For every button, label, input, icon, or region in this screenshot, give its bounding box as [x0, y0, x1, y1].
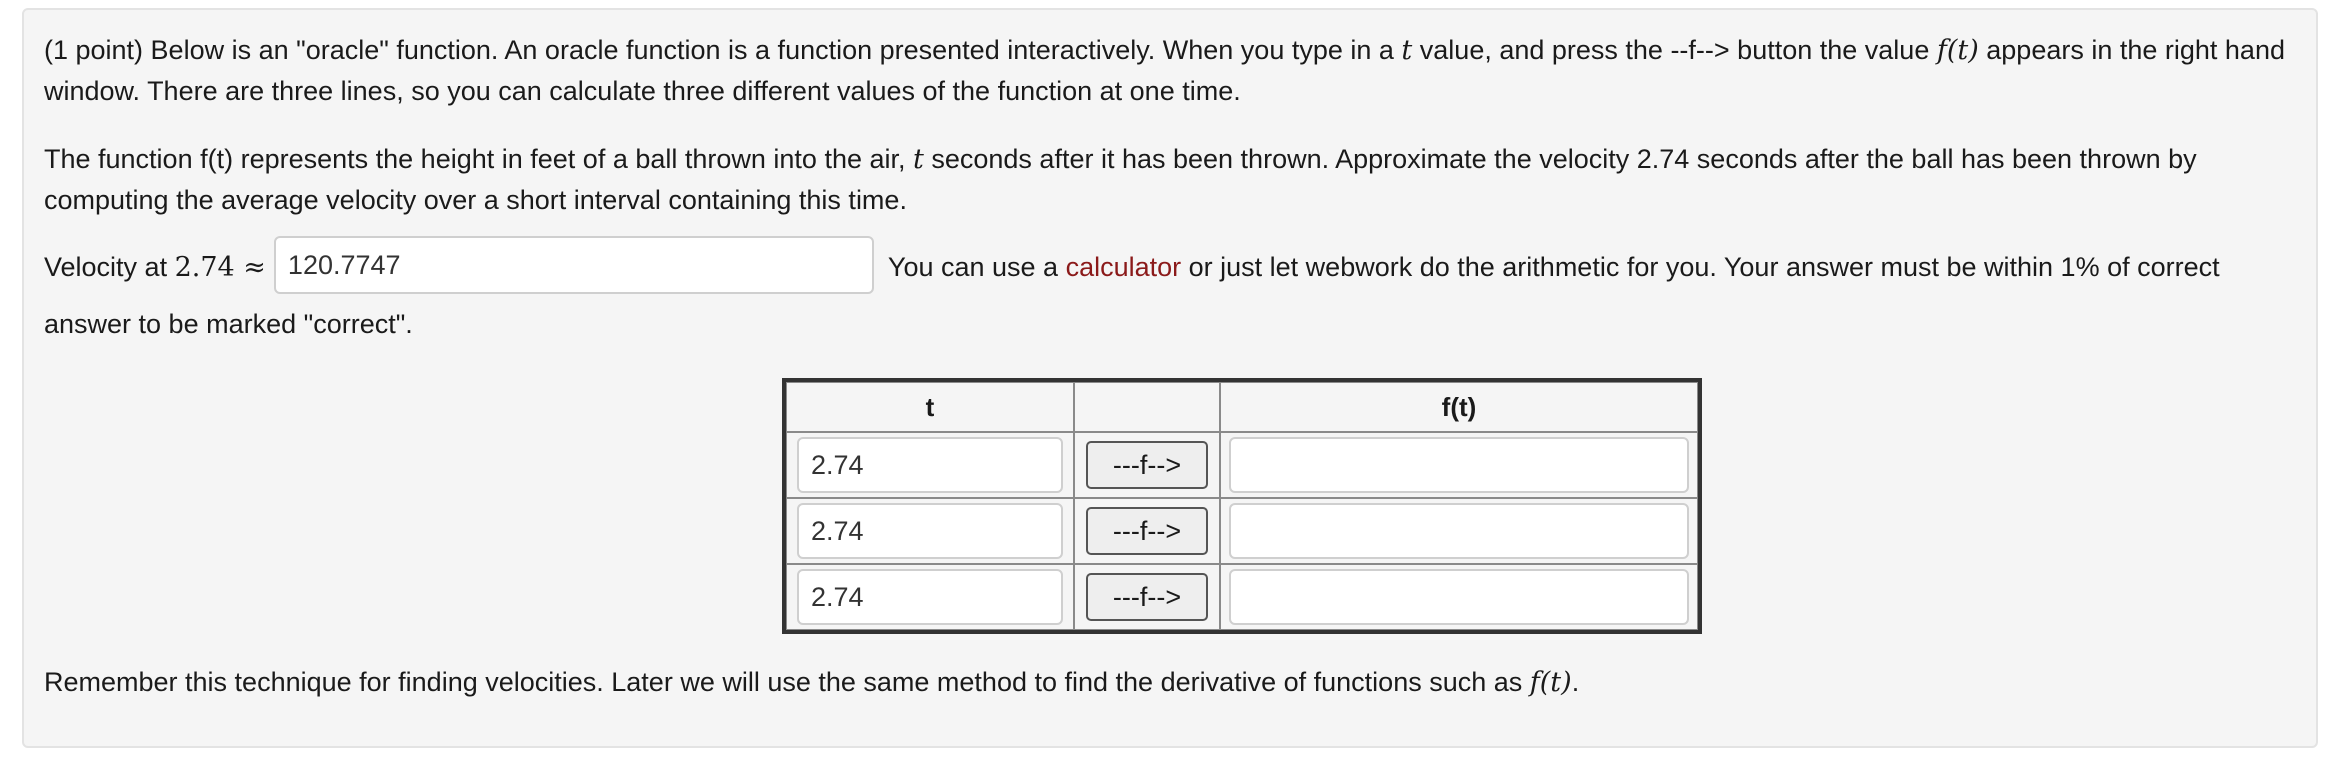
oracle-row [786, 498, 1698, 564]
ft-cell [1220, 498, 1698, 564]
intro-paragraph [44, 30, 2296, 111]
evaluate-f-button-2[interactable]: ---f--> [1086, 507, 1208, 555]
velocity-answer-input[interactable] [274, 236, 874, 294]
calculator-link[interactable]: calculator [1065, 252, 1182, 283]
math-f-of-t: f(t) [1936, 35, 1979, 66]
math-t: t [1401, 35, 1413, 66]
closing-paragraph [44, 662, 2296, 703]
t-input-1[interactable] [797, 437, 1063, 493]
problem-container [22, 8, 2318, 748]
calculator-text-1: You can use a [887, 252, 1066, 283]
button-cell [1074, 432, 1220, 498]
button-cell [1074, 564, 1220, 630]
closing-text-1: Remember this technique for finding velocities. Later we will use the same method to find the derivative of functions such as [44, 667, 1530, 697]
velocity-label: Velocity at [44, 252, 175, 283]
header-button-column [1074, 382, 1220, 432]
t-input-3[interactable] [797, 569, 1063, 625]
ft-cell [1220, 564, 1698, 630]
velocity-time-value: 2.74 [174, 252, 235, 284]
oracle-header-row [786, 382, 1698, 432]
approx-symbol: ≈ [234, 252, 266, 284]
intro-text-1: (1 point) Below is an "oracle" function. An oracle function is a function presented interactively. When you type in a [44, 35, 1402, 65]
answer-line [44, 240, 2296, 350]
evaluate-f-button-1[interactable]: ---f--> [1086, 441, 1208, 489]
t-cell [786, 432, 1074, 498]
ft-output-3[interactable] [1229, 569, 1689, 625]
button-cell [1074, 498, 1220, 564]
oracle-table-wrapper [44, 378, 2296, 634]
math-f-of-t: f(t) [1529, 667, 1572, 698]
t-cell [786, 564, 1074, 630]
math-t: t [913, 144, 924, 175]
evaluate-f-button-3[interactable]: ---f--> [1086, 573, 1208, 621]
oracle-row [786, 564, 1698, 630]
ft-output-1[interactable] [1229, 437, 1689, 493]
question-text-1: The function f(t) represents the height in feet of a ball thrown into the air, [44, 144, 913, 174]
closing-text-2: . [1571, 667, 1580, 697]
ft-output-2[interactable] [1229, 503, 1689, 559]
t-cell [786, 498, 1074, 564]
question-text-2: seconds after it has been thrown. Approximate the velocity 2.74 seconds after the ball has been thrown by computing the average velocity over a short interval containing this time. [44, 144, 2197, 215]
header-f-of-t: f(t) [1220, 382, 1698, 432]
intro-text-3: appears in the right hand window. There are three lines, so you can calculate three different values of the function at one time. [44, 35, 2285, 106]
t-input-2[interactable] [797, 503, 1063, 559]
header-t: t [786, 382, 1074, 432]
oracle-table [782, 378, 1702, 634]
intro-text-2: value, and press the --f--> button the value [1412, 35, 1937, 65]
oracle-row [786, 432, 1698, 498]
ft-cell [1220, 432, 1698, 498]
question-paragraph [44, 139, 2296, 220]
calculator-text-2: or just let webwork do the arithmetic for you. Your answer must be within 1% of correct answer to be marked "correct". [44, 252, 2220, 339]
